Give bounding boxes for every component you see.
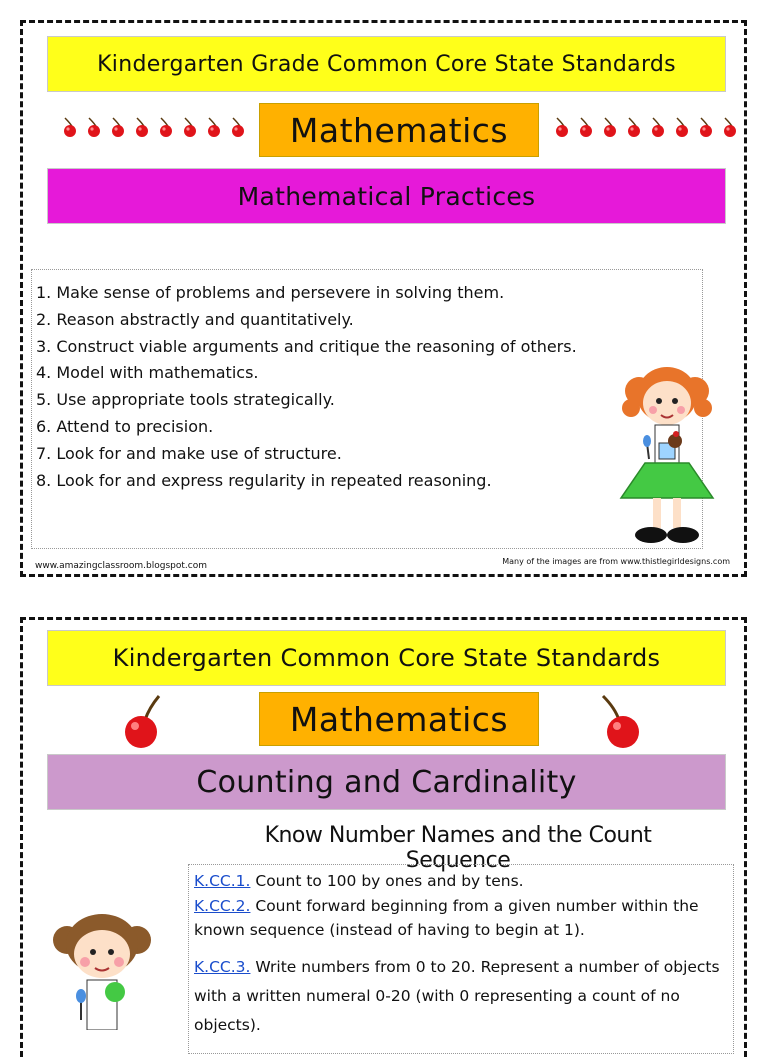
- card2-section: Counting and Cardinality: [196, 764, 577, 800]
- card1-title-banner: [47, 36, 726, 92]
- cherry-garland-left: [59, 116, 249, 138]
- card2-title-banner: [47, 630, 726, 686]
- cherry-garland-right: [551, 116, 741, 138]
- girl-clipart-icon: [617, 363, 717, 548]
- practice-item: 8. Look for and express regularity in repeated reasoning.: [36, 470, 492, 490]
- cherry-icon: [227, 116, 249, 138]
- cherry-icon: [551, 116, 573, 138]
- card2-title: Kindergarten Common Core State Standards: [112, 644, 661, 672]
- footer-image-credit: Many of the images are from www.thistlegirldesigns.com: [502, 557, 730, 566]
- standard-item: [194, 953, 728, 1040]
- practice-item: 4. Model with mathematics.: [36, 363, 259, 383]
- practice-item: 6. Attend to precision.: [36, 416, 214, 436]
- cherry-icon: [599, 116, 621, 138]
- card1-section: Mathematical Practices: [237, 181, 536, 211]
- cherry-icon: [119, 694, 171, 750]
- practices-list: [36, 280, 698, 494]
- cherry-icon: [623, 116, 645, 138]
- practice-item: 3. Construct viable arguments and critique the reasoning of others.: [36, 336, 577, 356]
- cherry-icon: [203, 116, 225, 138]
- cherry-icon: [59, 116, 81, 138]
- cherry-icon: [83, 116, 105, 138]
- practice-item: 5. Use appropriate tools strategically.: [36, 390, 335, 410]
- practice-item: 2. Reason abstractly and quantitatively.: [36, 309, 354, 329]
- cherry-icon: [107, 116, 129, 138]
- practice-item: 7. Look for and make use of structure.: [36, 443, 342, 463]
- card2-subject: Mathematics: [289, 699, 509, 739]
- standard-text: Write numbers from 0 to 20. Represent a number of objects with a written numeral 0-20 (with 0 representing a count of no objects).: [194, 957, 720, 1034]
- standards-box: [188, 864, 734, 1054]
- standard-text: Count to 100 by ones and by tens.: [250, 872, 524, 890]
- standard-link-kcc3[interactable]: K.CC.3.: [194, 957, 251, 976]
- cherry-icon: [575, 116, 597, 138]
- standard-link-kcc1[interactable]: K.CC.1.: [194, 872, 251, 890]
- card1-title: Kindergarten Grade Common Core State Standards: [97, 51, 676, 77]
- practices-box: [31, 269, 703, 549]
- card1-subject-box: [259, 103, 539, 157]
- cherry-icon: [155, 116, 177, 138]
- cherry-icon: [671, 116, 693, 138]
- cluster-heading: Know Number Names and the Count Sequence: [264, 823, 652, 873]
- card1-section-banner: [47, 168, 726, 224]
- girl-clipart-icon: [47, 910, 157, 1030]
- cherry-icon: [695, 116, 717, 138]
- cherry-icon: [131, 116, 153, 138]
- standard-link-kcc2[interactable]: K.CC.2.: [194, 896, 251, 915]
- practice-item: 1. Make sense of problems and persevere in solving them.: [36, 283, 505, 302]
- card2-subject-box: [259, 692, 539, 746]
- card-counting-cardinality: [20, 617, 747, 1057]
- standard-item: [194, 869, 728, 943]
- footer-blog-url: www.amazingclassroom.blogspot.com: [35, 561, 207, 571]
- cherry-icon: [719, 116, 741, 138]
- card-mathematical-practices: [20, 20, 747, 577]
- card2-section-banner: [47, 754, 726, 810]
- card1-subject: Mathematics: [289, 110, 509, 150]
- cherry-icon: [647, 116, 669, 138]
- cherry-icon: [593, 694, 645, 750]
- standard-text: Count forward beginning from a given number within the known sequence (instead of having to begin at 1).: [194, 896, 699, 939]
- cherry-icon: [179, 116, 201, 138]
